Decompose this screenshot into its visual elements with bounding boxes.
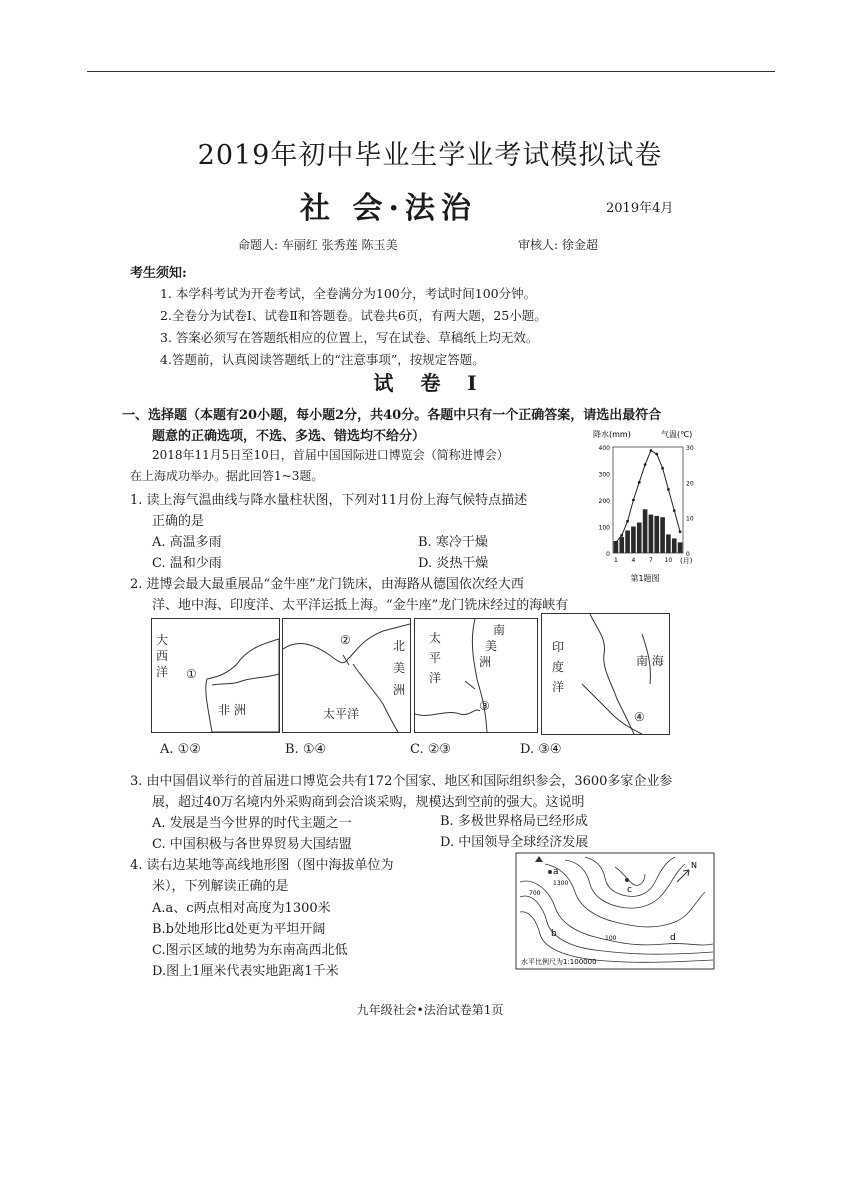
q4-option-a: A.a、c两点相对高度为1300米 [152, 901, 331, 916]
temp-point [632, 499, 635, 502]
intro-line2: 在上海成功举办。据此回答1~3题。 [130, 469, 324, 483]
map3-ocean-3: 洋 [429, 671, 442, 685]
top-rule [87, 71, 775, 72]
contour-label-n: N [691, 861, 697, 870]
q3-option-b: B. 多极世界格局已经形成 [440, 814, 588, 829]
chart-left-ticks [599, 445, 611, 558]
precip-bar [678, 542, 683, 553]
strait-map-1 [151, 618, 280, 733]
x-tick-label: 1 [614, 557, 618, 564]
temp-point [620, 534, 623, 537]
page-footer: 九年级社会•法治试卷第1页 [356, 1003, 504, 1017]
q1-option-a: A. 高温多雨 [152, 535, 222, 550]
authors: 命题人: 车丽红 张秀莲 陈玉美 [238, 238, 398, 252]
precip-bar [672, 538, 677, 553]
right-tick-label: 10 [686, 515, 694, 523]
q4-stem-line2: 米），下列解读正确的是 [152, 879, 289, 894]
notice-heading: 考生须知: [130, 266, 187, 281]
map1-ocean-2: 西 [156, 649, 169, 663]
temp-point [667, 488, 670, 491]
contour-elev-1300: 1300 [553, 880, 569, 887]
q4-option-d: D.图上1厘米代表实地距离1千米 [152, 964, 339, 979]
contour-label-d: d [670, 933, 676, 943]
precip-bar [619, 537, 624, 553]
q2-option-d: D. ③④ [520, 742, 562, 757]
exam-title: 2019年初中毕业生学业考试模拟试卷 [197, 140, 663, 171]
left-tick-label: 200 [598, 498, 610, 505]
strait-map-4 [541, 613, 670, 735]
map3-ocean-2: 平 [429, 651, 442, 665]
q2-option-a: A. ①② [160, 742, 201, 757]
q3-stem-line2: 展，超过40万名境内外采购商到会洽谈采购，规模达到空前的强大。这说明 [152, 795, 585, 810]
q2-stem-line2: 洋、地中海、印度洋、太平洋运抵上海。“金牛座”龙门铣床经过的海峡有 [152, 598, 569, 613]
temp-point [661, 467, 664, 470]
map1-ocean-1: 大 [156, 633, 169, 647]
map2-land-2: 美 [393, 661, 406, 675]
map4-ocean-3: 洋 [552, 680, 565, 694]
contour-label-c: c [627, 885, 632, 895]
q3-option-c: C. 中国积极与各世界贸易大国结盟 [152, 837, 352, 852]
right-tick-label: 30 [686, 445, 694, 452]
temp-point [638, 481, 641, 484]
map4-ocean-1: 印 [552, 640, 565, 654]
q1-option-d: D. 炎热干燥 [418, 556, 489, 571]
notice-item: 1. 本学科考试为开卷考试，全卷满分为100分，考试时间100分钟。 [160, 286, 537, 301]
temp-point [655, 453, 658, 456]
map1-land: 非 洲 [218, 703, 246, 717]
strait-map-3 [414, 618, 538, 733]
notice-item: 2.全卷分为试卷Ⅰ、试卷Ⅱ和答题卷。试卷共6页，有两大题，25小题。 [160, 308, 547, 323]
q1-stem-line2: 正确的是 [152, 514, 205, 529]
temp-curve [616, 451, 680, 543]
strait-map-2 [282, 618, 411, 733]
precip-bar [666, 534, 671, 553]
section-heading-line1: 一、选择题（本题有20小题，每小题2分，共40分。各题中只有一个正确答案，请选出最符合 [122, 408, 662, 423]
contour-elev-700: 700 [529, 890, 541, 897]
contour-label-a: a [553, 867, 559, 877]
temp-point [679, 530, 682, 533]
reviewer: 审核人: 徐金超 [518, 238, 598, 252]
notice-item: 4.答题前，认真阅读答题纸上的“注意事项”，按规定答题。 [160, 352, 485, 367]
map1-mark: ① [186, 667, 197, 681]
precip-bar [631, 527, 636, 554]
intro-line1: 2018年11月5日至10日，首届中国国际进口博览会（简称进博会） [152, 448, 509, 462]
precip-bar [643, 509, 648, 553]
chart-left-label: 降水(mm) [593, 430, 631, 439]
map3-land-3: 洲 [479, 655, 492, 669]
chart-frame [613, 447, 683, 553]
temp-point [673, 509, 676, 512]
map2-mark: ② [340, 633, 351, 647]
left-tick-label: 100 [598, 524, 610, 532]
precip-bar [660, 517, 665, 553]
map3-mark: ③ [479, 699, 490, 713]
chart-right-ticks [686, 445, 694, 558]
right-tick-label: 20 [686, 480, 694, 488]
map4-ocean-2: 度 [552, 660, 565, 674]
map3-land-2: 美 [485, 639, 498, 653]
left-tick-label: 300 [598, 471, 610, 479]
precip-bar [654, 516, 659, 553]
map1-ocean-3: 洋 [156, 665, 169, 679]
right-tick-label: 0 [686, 551, 690, 558]
contour-label-b: b [551, 929, 557, 939]
exam-date: 2019年4月 [606, 201, 674, 216]
chart-x-unit: (月) [680, 557, 693, 565]
notice-item: 3. 答案必须写在答题纸相应的位置上，写在试卷、草稿纸上均无效。 [160, 330, 539, 345]
q4-stem-line1: 4. 读右边某地等高线地形图（图中海拔单位为 [130, 858, 394, 873]
q4-option-c: C.图示区域的地势为东南高西北低 [152, 943, 348, 958]
q3-option-a: A. 发展是当今世界的时代主题之一 [152, 816, 352, 831]
map3-ocean-1: 太 [429, 631, 442, 645]
section-title: 试 卷 Ⅰ [373, 371, 487, 395]
point-c-dot [625, 878, 629, 882]
point-a-dot [548, 870, 552, 874]
q3-option-d: D. 中国领导全球经济发展 [440, 835, 589, 850]
x-tick-label: 7 [649, 557, 653, 564]
q2-stem-line1: 2. 进博会最大最重展品“金牛座”龙门铣床，由海路从德国依次经大西 [130, 577, 524, 592]
section-heading-line2: 题意的正确选项，不选、多选、错选均不给分） [152, 429, 426, 444]
temp-point [615, 541, 618, 544]
x-tick-label: 10 [664, 557, 673, 564]
map2-land-1: 北 [393, 639, 406, 653]
contour-scale: 水平比例尺为1:100000 [521, 958, 597, 966]
q1-stem-line1: 1. 读上海气温曲线与降水量柱状图，下列对11月份上海气候特点描述 [130, 493, 528, 508]
chart-right-label: 气温(℃) [661, 430, 693, 439]
subject-title: 社 会·法治 [300, 191, 477, 226]
q2-option-c: C. ②③ [410, 742, 452, 757]
q1-option-b: B. 寒冷干燥 [418, 535, 488, 550]
q2-option-b: B. ①④ [285, 742, 327, 757]
left-tick-label: 400 [598, 445, 610, 452]
q4-option-b: B.b处地形比d处更为平坦开阔 [152, 922, 326, 937]
map2-ocean: 太平洋 [323, 707, 360, 721]
q1-option-c: C. 温和少雨 [152, 556, 222, 571]
contour-elev-100: 100 [605, 935, 617, 942]
temp-point [650, 449, 653, 452]
map3-land-1: 南 [493, 623, 506, 637]
map4-sea: 南 海 [636, 654, 664, 668]
climate-chart [585, 425, 705, 585]
chart-x-ticks [614, 557, 672, 564]
q3-stem-line1: 3. 由中国倡议举行的首届进口博览会共有172个国家、地区和国际组织参会，3600多家企业参 [130, 774, 673, 789]
precip-bar [649, 515, 654, 553]
temp-point [626, 520, 629, 523]
map2-land-3: 洲 [393, 683, 406, 697]
x-tick-label: 4 [631, 557, 636, 564]
map4-mark: ④ [634, 710, 645, 724]
temp-point [644, 463, 647, 466]
left-tick-label: 0 [606, 551, 610, 558]
precip-bar [625, 530, 630, 553]
precip-bar [637, 523, 642, 553]
contour-map [515, 852, 715, 970]
chart-caption: 第1题图 [630, 574, 660, 583]
